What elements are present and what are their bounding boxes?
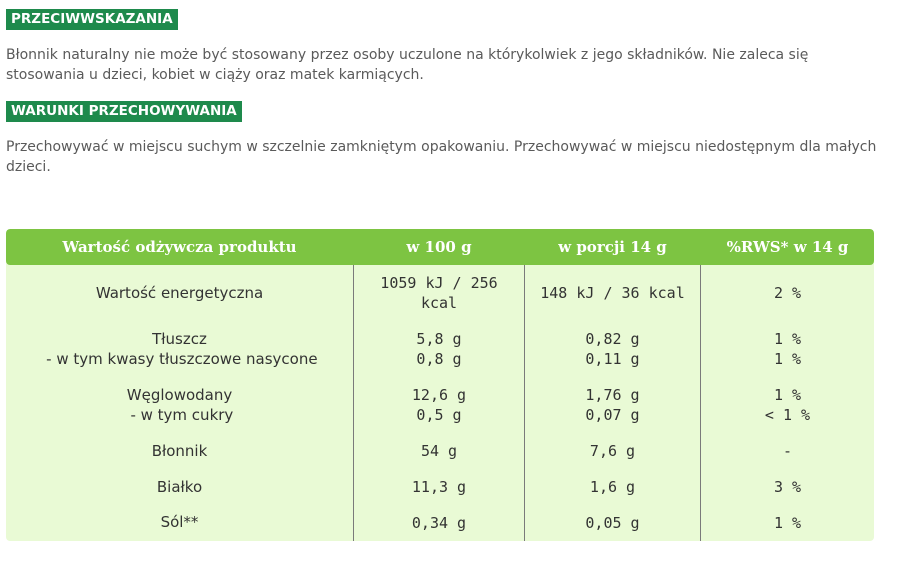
header-per-portion: w porcji 14 g — [558, 238, 667, 256]
table-cell-nutrient: Wartość energetyczna — [95, 284, 264, 302]
table-cell-per-100g: 54 g — [420, 442, 458, 460]
table-cell-nutrient: Błonnik — [151, 442, 208, 460]
contraindications-text: Błonnik naturalny nie może być stosowany przez osoby uczulone na którykolwiek z jego składników. Nie zaleca się stosowania u dzieci, kobiet w ciąży oraz matek karmiących. — [6, 47, 809, 83]
storage-text: Przechowywać w miejscu suchym w szczelnie zamkniętym opakowaniu. Przechowywać w miejscu niedostępnym dla małych dzieci. — [6, 139, 877, 175]
table-cell-per-portion: 0,05 g — [585, 514, 640, 532]
table-cell-rws: 1 % 1 % — [773, 330, 802, 368]
table-cell-nutrient: Tłuszcz - w tym kwasy tłuszczowe nasycone — [46, 330, 318, 368]
table-cell-nutrient: Sól** — [160, 513, 199, 531]
table-cell-per-portion: 1,6 g — [589, 478, 636, 496]
table-cell-nutrient: Węglowodany - w tym cukry — [126, 386, 234, 424]
table-cell-rws: 1 % < 1 % — [764, 386, 811, 424]
table-cell-per-portion: 1,76 g 0,07 g — [585, 386, 640, 424]
contraindications-heading: PRZECIWWSKAZANIA — [6, 9, 178, 30]
table-cell-per-100g: 1059 kJ / 256 kcal — [380, 274, 498, 312]
table-cell-per-portion: 148 kJ / 36 kcal — [540, 284, 685, 302]
table-cell-rws: - — [782, 442, 793, 460]
nutrition-table — [6, 229, 874, 541]
nutrition-table-header — [6, 229, 874, 265]
header-rws: %RWS* w 14 g — [726, 238, 849, 256]
table-cell-per-portion: 7,6 g — [589, 442, 636, 460]
table-cell-per-100g: 0,34 g — [411, 514, 467, 532]
table-cell-per-100g: 5,8 g 0,8 g — [416, 330, 462, 368]
table-cell-rws: 1 % — [773, 514, 802, 532]
table-cell-per-100g: 11,3 g — [411, 478, 467, 496]
header-nutrient: Wartość odżywcza produktu — [62, 238, 297, 256]
table-cell-per-portion: 0,82 g 0,11 g — [585, 330, 640, 368]
table-cell-rws: 3 % — [773, 478, 802, 496]
table-cell-nutrient: Białko — [156, 478, 203, 496]
table-cell-per-100g: 12,6 g 0,5 g — [411, 386, 467, 424]
header-per-100g: w 100 g — [406, 238, 472, 256]
table-cell-rws: 2 % — [773, 284, 802, 302]
storage-heading: WARUNKI PRZECHOWYWANIA — [6, 101, 242, 122]
